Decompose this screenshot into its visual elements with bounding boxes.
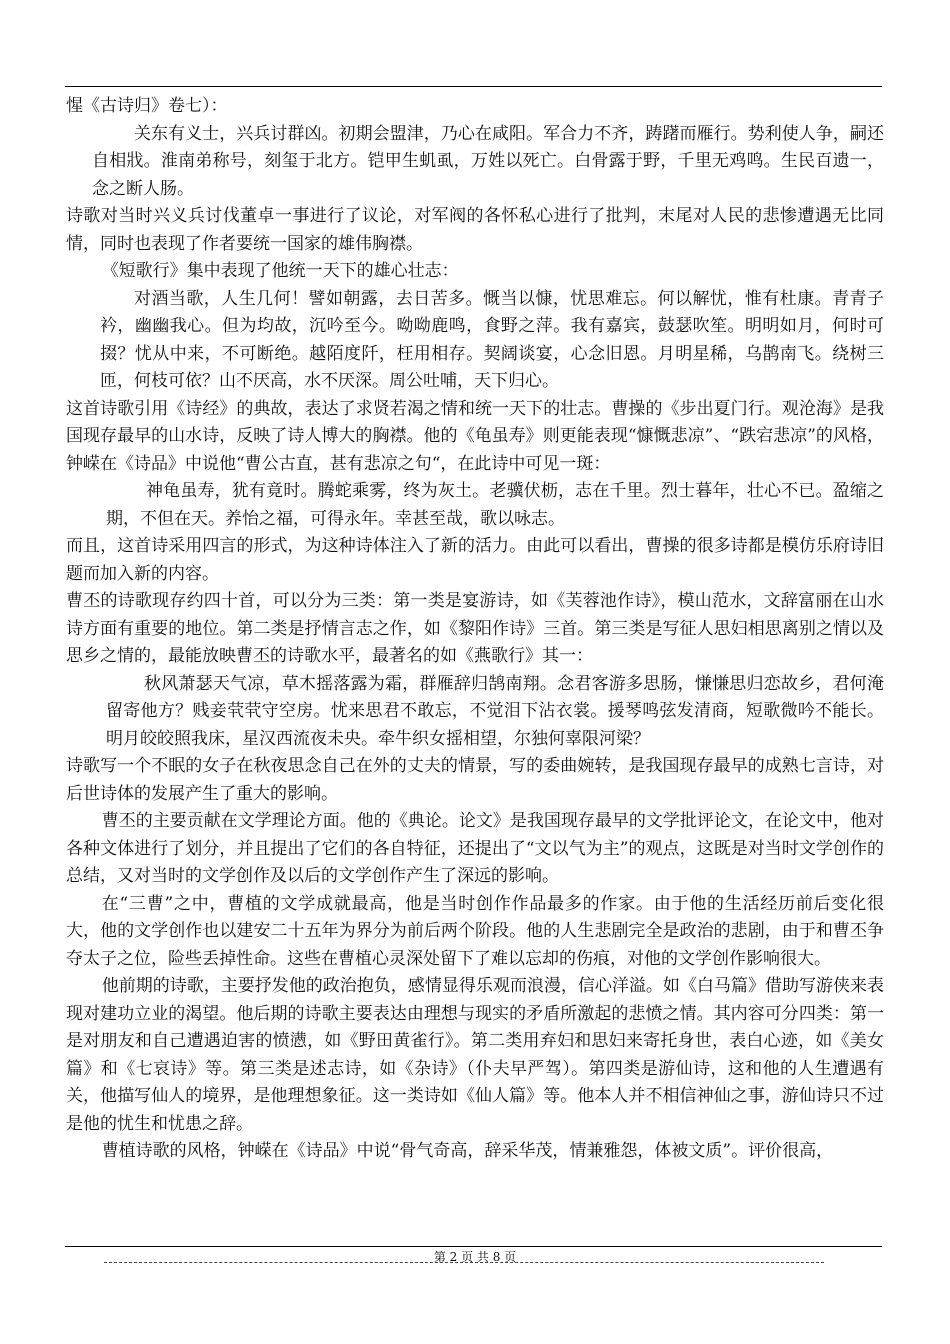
document-body	[66, 93, 884, 1166]
poem-quote: 神龟虽寿，犹有竟时。腾蛇乘雾，终为灰土。老骥伏枥，志在千里。烈士暮年，壮心不已。盈缩之期，不但在天。养怡之福，可得永年。幸甚至哉，歌以咏志。	[106, 481, 884, 529]
paragraph: 他前期的诗歌，主要抒发他的政治抱负，感情显得乐观而浪漫，信心洋溢。如《白马篇》借助写游侠来表现对建功立业的渴望。他后期的诗歌主要表达由理想与现实的矛盾所激起的悲愤之情。其内容可分四类：第一是对朋友和自己遭遇迫害的愤懑，如《野田黄雀行》。第二类用弃妇和思妇来寄托身世，表白心迹，如《美女篇》和《七哀诗》等。第三类是述志诗，如《杂诗》（仆夫早严驾）。第四类是游仙诗，这和他的人生遭遇有关，他描写仙人的境界，是他理想象征。这一类诗如《仙人篇》等。他本人并不相信神仙之事，游仙诗只不过是他的忧生和忧患之辞。	[66, 976, 884, 1134]
dashed-separator	[104, 1262, 824, 1263]
poem-quote: 对酒当歌，人生几何！譬如朝露，去日苦多。慨当以慷，忧思难忘。何以解忧，惟有杜康。青青子衿，幽幽我心。但为均故，沉吟至今。呦呦鹿鸣，食野之萍。我有嘉宾，鼓瑟吹笙。明明如月，何时可掇？忧从中来，不可断绝。越陌度阡，枉用相存。契阔谈宴，心念旧恩。月明星稀，乌鹊南飞。绕树三匝，何枝可依？山不厌高，水不厌深。周公吐哺，天下归心。	[100, 288, 884, 391]
paragraph: 这首诗歌引用《诗经》的典故，表达了求贤若渴之情和统一天下的壮志。曹操的《步出夏门行。观沧海》是我国现存最早的山水诗，反映了诗人博大的胸襟。他的《龟虽寿》则更能表现“慷慨悲凉”、“跌宕悲凉”的风格，钟嵘在《诗品》中说他“曹公古直，甚有悲凉之句“，在此诗中可见一斑：	[66, 398, 884, 474]
paragraph: 《短歌行》集中表现了他统一天下的雄心壮志：	[101, 261, 459, 281]
paragraph: 曹植诗歌的风格，钟嵘在《诗品》中说“骨气奇高，辞采华茂，情兼雅怨，体被文质”。评价很高，	[101, 1141, 834, 1161]
paragraph: 在“三曹”之中，曹植的文学成就最高，他是当时创作作品最多的作家。由于他的生活经历前后变化很大，他的文学创作也以建安二十五年为界分为前后两个阶段。他的人生悲剧完全是政治的悲剧，由于和曹丕争夺太子之位，险些丢掉性命。这些在曹植心灵深处留下了难以忘却的伤痕，对他的文学创作影响很大。	[66, 893, 884, 969]
header-rule	[65, 86, 882, 87]
page-number: 第 2 页 共 8 页	[433, 1250, 517, 1264]
footer-rule	[65, 1246, 882, 1247]
paragraph: 曹丕的主要贡献在文学理论方面。他的《典论。论文》是我国现存最早的文学批评论文，在论文中，他对各种文体进行了划分，并且提出了它们的各自特征，还提出了“文以气为主”的观点，这既是对当时文学创作的总结，又对当时的文学创作及以后的文学创作产生了深远的影响。	[66, 811, 884, 886]
paragraph: 诗歌写一个不眠的女子在秋夜思念自己在外的丈夫的情景，写的委曲婉转，是我国现存最早的成熟七言诗，对后世诗体的发展产生了重大的影响。	[66, 756, 884, 804]
paragraph: 而且，这首诗采用四言的形式，为这种诗体注入了新的活力。由此可以看出，曹操的很多诗都是模仿乐府诗旧题而加入新的内容。	[66, 536, 884, 584]
poem-quote: 关东有义士，兴兵讨群凶。初期会盟津，乃心在咸阳。军合力不齐，踌躇而雁行。势利使人争，嗣还自相戕。淮南弟称号，刻玺于北方。铠甲生虮虱，万姓以死亡。白骨露于野，千里无鸡鸣。生民百遗一，念之断人肠。	[92, 123, 884, 199]
paragraph: 曹丕的诗歌现存约四十首，可以分为三类：第一类是宴游诗，如《芙蓉池作诗》，模山范水，文辞富丽在山水诗方面有重要的地位。第二类是抒情言志之作，如《黎阳作诗》三首。第三类是写征人思妇相思离别之情以及思乡之情的，最能放映曹丕的诗歌水平，最著名的如《燕歌行》其一：	[66, 591, 884, 666]
poem-quote: 秋风萧瑟天气凉，草木摇落露为霜，群雁辞归鹄南翔。念君客游多思肠，慊慊思归恋故乡，君何淹留寄他方？贱妾茕茕守空房。忧来思君不敢忘，不觉泪下沾衣裳。援琴鸣弦发清商，短歌微吟不能长。明月皎皎照我床，星汉西流夜未央。牵牛织女摇相望，尔独何辜限河梁？	[106, 673, 884, 749]
paragraph: 诗歌对当时兴义兵讨伐董卓一事进行了议论，对军阀的各怀私心进行了批判，末尾对人民的悲惨遭遇无比同情，同时也表现了作者要统一国家的雄伟胸襟。	[66, 206, 884, 254]
opening-line: 惺《古诗归》卷七）：	[66, 96, 228, 116]
